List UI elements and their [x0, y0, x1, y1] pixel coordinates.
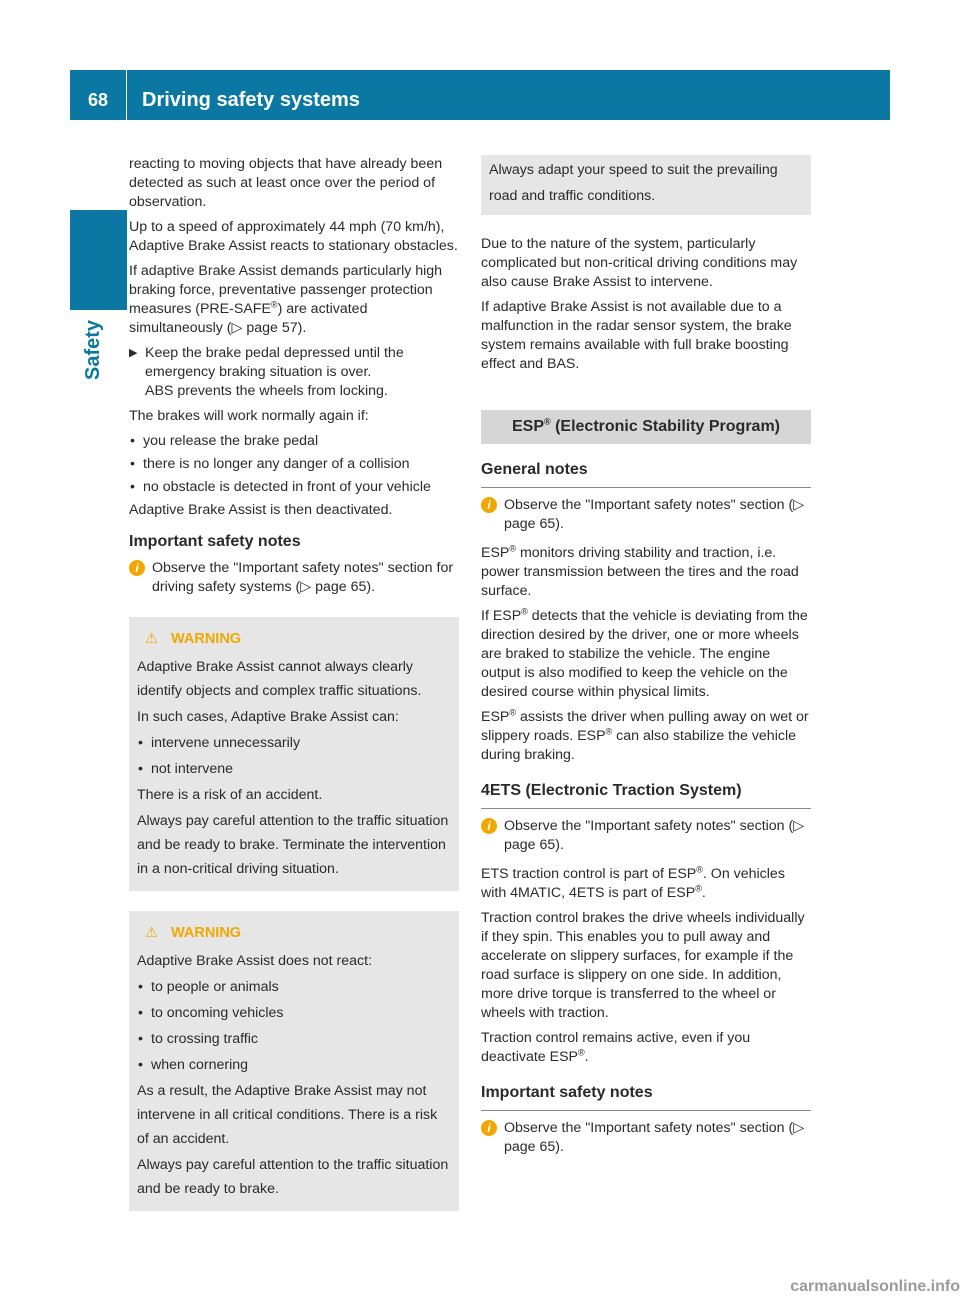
caution-text: Always adapt your speed to suit the prevailing road and traffic conditions.	[489, 162, 778, 204]
registered-mark: ®	[696, 864, 703, 875]
warning-box	[129, 617, 459, 891]
page-ref-icon: ▷	[231, 320, 243, 336]
list-item: • not intervene	[137, 757, 451, 781]
list-item: • no obstacle is detected in front of your vehicle	[129, 478, 459, 497]
page-link[interactable]: page 65).	[315, 579, 376, 595]
page-ref-icon: ▷	[793, 1120, 805, 1136]
info-note: i Observe the "Important safety notes" section (▷ page 65).	[481, 496, 811, 534]
step-result: ABS prevents the wheels from locking.	[145, 383, 388, 399]
left-column	[129, 155, 459, 1231]
registered-mark: ®	[270, 299, 278, 310]
warning-text: There is a risk of an accident.	[137, 787, 323, 803]
info-icon: i	[481, 497, 497, 513]
warning-icon: ⚠	[145, 631, 158, 647]
info-note: i Observe the "Important safety notes" section (▷ page 65).	[481, 817, 811, 855]
page-link[interactable]: page 57).	[246, 320, 307, 336]
side-tab-label: Safety	[82, 319, 104, 380]
info-icon: i	[481, 1120, 497, 1136]
section-heading: General notes	[481, 460, 811, 488]
caution-box	[481, 155, 811, 215]
registered-mark: ®	[695, 883, 702, 894]
instruction-step: ▶ Keep the brake pedal depressed until the emergency braking situation is over. ABS prevents the wheels from locking.	[129, 344, 459, 401]
paragraph: Traction control remains active, even if you deactivate ESP®.	[481, 1030, 751, 1065]
list-item: • to people or animals	[137, 975, 451, 999]
paragraph: Adaptive Brake Assist is then deactivated.	[129, 502, 393, 518]
page-title: Driving safety systems	[142, 89, 360, 111]
list-item: • intervene unnecessarily	[137, 731, 451, 755]
info-icon: i	[481, 818, 497, 834]
side-tab	[70, 210, 127, 310]
info-note: i Observe the "Important safety notes" section (▷ page 65).	[481, 1119, 811, 1157]
info-note: i Observe the "Important safety notes" section for driving safety systems (▷ page 65).	[129, 559, 459, 597]
paragraph: ETS traction control is part of ESP®. On vehicles with 4MATIC, 4ETS is part of ESP®.	[481, 864, 785, 901]
page-ref-icon: ▷	[300, 579, 312, 595]
registered-mark: ®	[509, 543, 517, 554]
warning-text: As a result, the Adaptive Brake Assist may not intervene in all critical conditions. There is a risk of an accident.	[137, 1083, 438, 1147]
paragraph: If ESP® detects that the vehicle is deviating from the direction desired by the driver, one or more wheels are braked to stabilize the vehicle. The engine output is also modified to keep the vehicle on the desired course within physical limits.	[481, 606, 808, 700]
info-icon: i	[129, 560, 145, 576]
paragraph: If adaptive Brake Assist is not available due to a malfunction in the radar sensor system, the brake system remains available with full brake boosting effect and BAS.	[481, 299, 792, 372]
step-arrow-icon: ▶	[129, 347, 138, 359]
section-heading: 4ETS (Electronic Traction System)	[481, 781, 811, 809]
page-ref-icon: ▷	[793, 818, 805, 834]
warning-label: WARNING	[171, 631, 242, 647]
paragraph: Traction control brakes the drive wheels individually if they spin. This enables you to pull away and accelerate on slippery surfaces, for example if the road surface is slippery on one side. In addition, more drive torque is transferred to the wheel or wheels with traction.	[481, 910, 805, 1021]
paragraph: The brakes will work normally again if:	[129, 408, 369, 424]
page-link[interactable]: page 65).	[504, 1139, 564, 1155]
page-ref-icon: ▷	[793, 497, 805, 513]
paragraph: Due to the nature of the system, particularly complicated but non-critical driving conditions may also cause Brake Assist to intervene.	[481, 236, 798, 290]
warning-label: WARNING	[171, 925, 242, 941]
warning-text: Adaptive Brake Assist cannot always clearly identify objects and complex traffic situations.	[137, 659, 422, 699]
page-number: 68	[70, 70, 127, 120]
warning-text: Adaptive Brake Assist does not react:	[137, 953, 373, 969]
registered-mark: ®	[578, 1047, 585, 1058]
list-item: • when cornering	[137, 1053, 451, 1077]
paragraph: ESP® assists the driver when pulling away on wet or slippery roads. ESP® can also stabilize the vehicle during braking.	[481, 707, 809, 763]
list-item: • you release the brake pedal	[129, 432, 459, 451]
section-banner: ESP® (Electronic Stability Program)	[481, 410, 811, 444]
list-item: • there is no longer any danger of a collision	[129, 455, 459, 474]
page-link[interactable]: page 65).	[504, 837, 564, 853]
warning-text: Always pay careful attention to the traffic situation and be ready to brake.	[137, 1157, 449, 1197]
paragraph: ESP® monitors driving stability and traction, i.e. power transmission between the tires and the road surface.	[481, 543, 799, 599]
registered-mark: ®	[543, 416, 551, 427]
warning-text: In such cases, Adaptive Brake Assist can:	[137, 709, 399, 725]
registered-mark: ®	[605, 726, 613, 737]
watermark: carmanualsonline.info	[790, 1278, 960, 1295]
paragraph: reacting to moving objects that have already been detected as such at least once over the period of observation.	[129, 156, 443, 210]
registered-mark: ®	[509, 707, 517, 718]
warning-box	[129, 911, 459, 1211]
section-heading: Important safety notes	[129, 533, 301, 550]
section-heading: Important safety notes	[481, 1083, 811, 1111]
right-column	[481, 155, 811, 1167]
page-link[interactable]: page 65).	[504, 516, 564, 532]
list-item: • to crossing traffic	[137, 1027, 451, 1051]
list-item: • to oncoming vehicles	[137, 1001, 451, 1025]
paragraph: If adaptive Brake Assist demands particularly high braking force, preventative passenger protection measures (PRE-SAFE®) are activated simultaneously (▷ page 57).	[129, 263, 443, 336]
warning-text: Always pay careful attention to the traffic situation and be ready to brake. Terminate the intervention in a non-critical driving situation.	[137, 813, 449, 877]
registered-mark: ®	[521, 606, 528, 617]
warning-icon: ⚠	[145, 925, 158, 941]
paragraph: Up to a speed of approximately 44 mph (70 km/h), Adaptive Brake Assist reacts to stationary obstacles.	[129, 219, 458, 254]
header-bar	[70, 70, 890, 120]
